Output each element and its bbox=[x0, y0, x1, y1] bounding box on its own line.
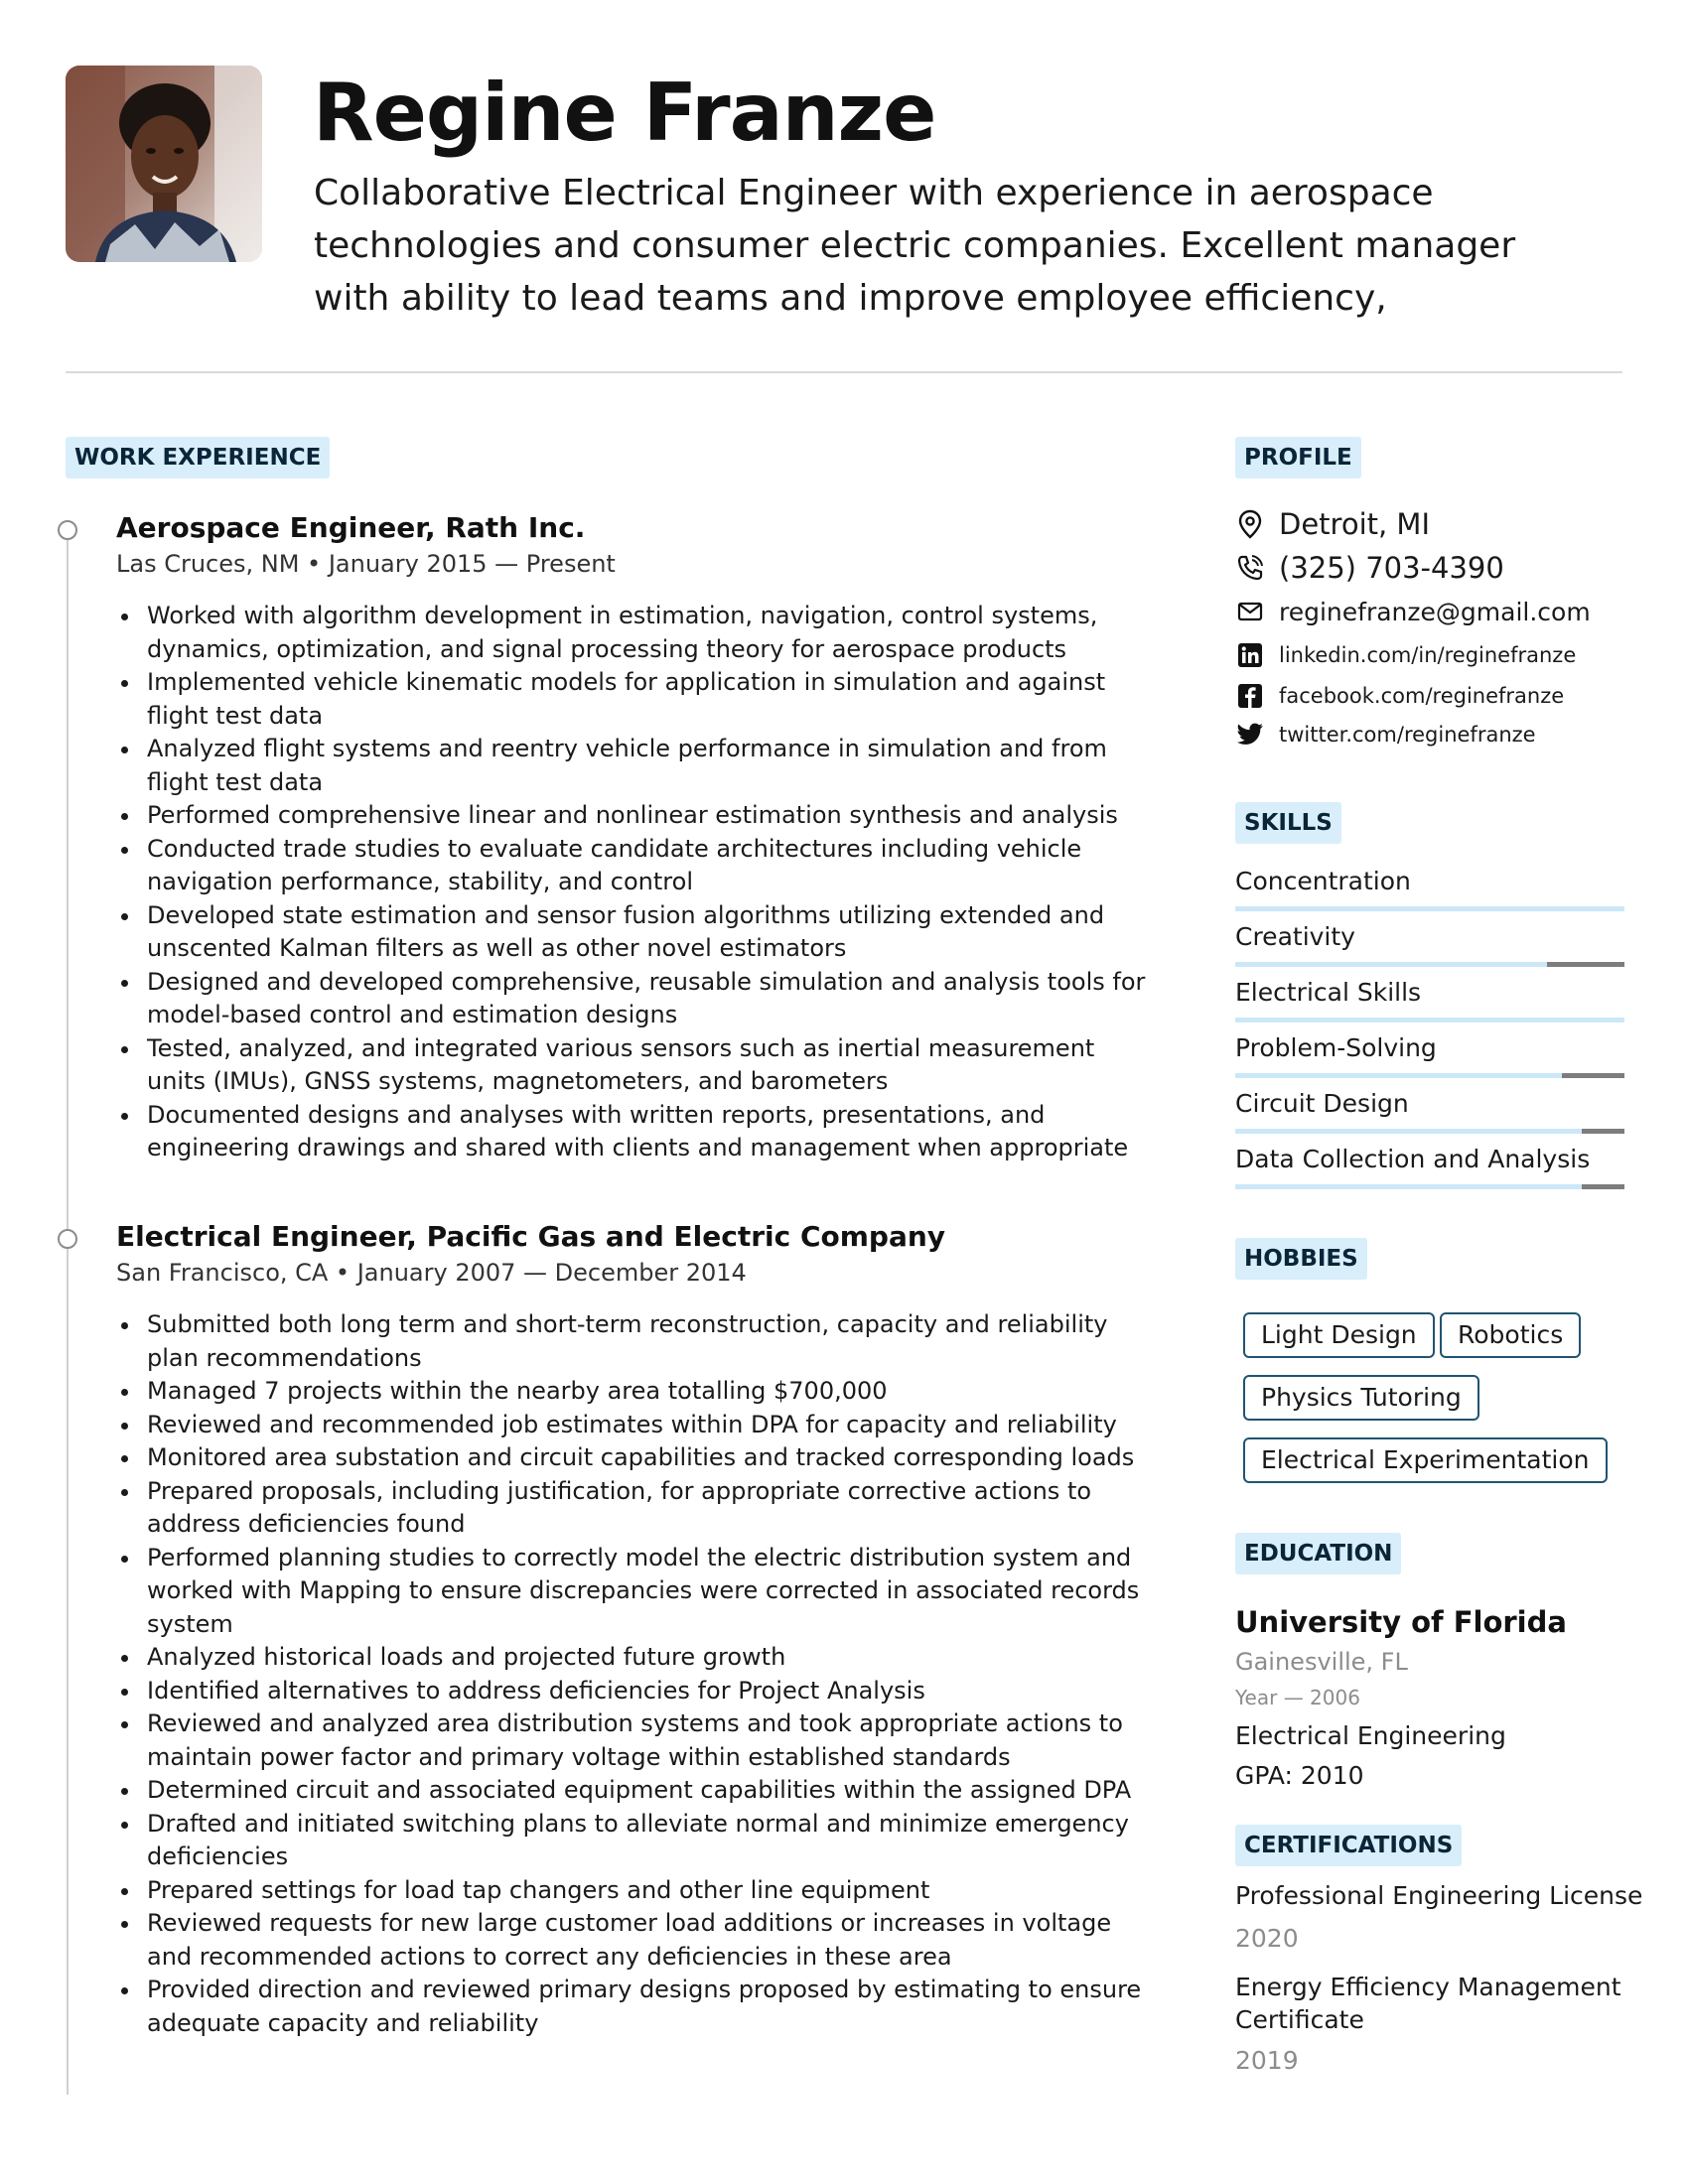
timeline-dot bbox=[58, 520, 77, 540]
job-bullets bbox=[116, 600, 1149, 1165]
job-entry bbox=[116, 1219, 1149, 2040]
section-title-skills: SKILLS bbox=[1235, 802, 1341, 844]
skill-item bbox=[1235, 1031, 1624, 1078]
skill-item bbox=[1235, 1087, 1624, 1134]
skill-level-bar bbox=[1235, 1073, 1624, 1078]
section-title-certifications: CERTIFICATIONS bbox=[1235, 1825, 1462, 1866]
phone-icon bbox=[1235, 553, 1265, 583]
contact-email bbox=[1235, 597, 1591, 626]
skill-name: Electrical Skills bbox=[1235, 978, 1422, 1007]
job-bullet: Designed and developed comprehensive, reusable simulation and analysis tools for model-based control and estimation designs bbox=[116, 966, 1149, 1032]
certification-year: 2020 bbox=[1235, 1924, 1299, 1953]
job-bullet: Drafted and initiated switching plans to alleviate normal and minimize emergency deficiencies bbox=[116, 1808, 1149, 1874]
location-pin-icon bbox=[1235, 509, 1265, 539]
job-meta: San Francisco, CA • January 2007 — December 2014 bbox=[116, 1259, 747, 1287]
hobby-tag: Physics Tutoring bbox=[1243, 1375, 1479, 1421]
hobby-tag: Light Design bbox=[1243, 1312, 1435, 1358]
avatar-illustration bbox=[66, 66, 262, 262]
phone-link[interactable]: (325) 703-4390 bbox=[1279, 551, 1504, 585]
skill-item bbox=[1235, 920, 1624, 967]
job-bullet: Analyzed historical loads and projected future growth bbox=[116, 1641, 1149, 1675]
skill-level-bar bbox=[1235, 1129, 1624, 1134]
skill-item bbox=[1235, 865, 1624, 911]
certification-name: Professional Engineering License bbox=[1235, 1881, 1643, 1910]
skill-name: Circuit Design bbox=[1235, 1089, 1409, 1118]
education-field: Electrical Engineering bbox=[1235, 1721, 1506, 1750]
job-bullet: Performed planning studies to correctly model the electric distribution system and worked with Mapping to ensure discrepancies were corrected in associated records system bbox=[116, 1542, 1149, 1642]
job-bullet: Reviewed and recommended job estimates within DPA for capacity and reliability bbox=[116, 1409, 1149, 1442]
job-meta: Las Cruces, NM • January 2015 — Present bbox=[116, 550, 616, 578]
job-title: Electrical Engineer, Pacific Gas and Electric Company bbox=[116, 1220, 946, 1253]
job-title: Aerospace Engineer, Rath Inc. bbox=[116, 511, 586, 544]
email-link[interactable]: reginefranze@gmail.com bbox=[1279, 597, 1591, 626]
job-bullet: Prepared proposals, including justification, for appropriate corrective actions to address deficiencies found bbox=[116, 1475, 1149, 1542]
skill-level-bar bbox=[1235, 906, 1624, 911]
job-bullet: Developed state estimation and sensor fusion algorithms utilizing extended and unscented Kalman filters as well as other novel estimators bbox=[116, 899, 1149, 966]
job-bullet: Identified alternatives to address deficiencies for Project Analysis bbox=[116, 1675, 1149, 1708]
skill-name: Problem-Solving bbox=[1235, 1033, 1437, 1062]
job-bullet: Analyzed flight systems and reentry vehicle performance in simulation and from flight test data bbox=[116, 733, 1149, 799]
job-bullet: Provided direction and reviewed primary designs proposed by estimating to ensure adequate capacity and reliability bbox=[116, 1974, 1149, 2040]
education-school: University of Florida bbox=[1235, 1605, 1567, 1639]
facebook-icon bbox=[1235, 681, 1265, 711]
timeline-line bbox=[67, 536, 69, 2095]
section-title-profile: PROFILE bbox=[1235, 437, 1361, 478]
section-title-education: EDUCATION bbox=[1235, 1533, 1401, 1574]
skill-item bbox=[1235, 1143, 1624, 1189]
job-bullet: Submitted both long term and short-term reconstruction, capacity and reliability plan recommendations bbox=[116, 1308, 1149, 1375]
twitter-icon bbox=[1235, 720, 1265, 750]
section-title-hobbies: HOBBIES bbox=[1235, 1238, 1367, 1280]
candidate-name: Regine Franze bbox=[313, 67, 936, 159]
job-bullet: Documented designs and analyses with written reports, presentations, and engineering drawings and shared with clients and management when appropriate bbox=[116, 1099, 1149, 1165]
job-bullet: Conducted trade studies to evaluate candidate architectures including vehicle navigation performance, stability, and control bbox=[116, 833, 1149, 899]
mail-icon bbox=[1235, 597, 1265, 626]
twitter-link[interactable]: twitter.com/reginefranze bbox=[1279, 723, 1536, 747]
contact-location bbox=[1235, 507, 1430, 541]
contact-phone bbox=[1235, 551, 1504, 585]
education-gpa: GPA: 2010 bbox=[1235, 1761, 1364, 1790]
job-bullet: Reviewed requests for new large customer load additions or increases in voltage and recommended actions to correct any deficiencies in these area bbox=[116, 1907, 1149, 1974]
skill-name: Creativity bbox=[1235, 922, 1355, 951]
profile-photo bbox=[66, 66, 262, 262]
linkedin-link[interactable]: linkedin.com/in/reginefranze bbox=[1279, 643, 1577, 667]
job-bullet: Determined circuit and associated equipment capabilities within the assigned DPA bbox=[116, 1774, 1149, 1808]
hobby-tag: Electrical Experimentation bbox=[1243, 1437, 1608, 1483]
section-title-work-experience: WORK EXPERIENCE bbox=[66, 437, 330, 478]
skill-item bbox=[1235, 976, 1624, 1023]
timeline-dot bbox=[58, 1229, 77, 1249]
job-bullet: Monitored area substation and circuit capabilities and tracked corresponding loads bbox=[116, 1441, 1149, 1475]
certification-name: Energy Efficiency Management Certificate bbox=[1235, 1973, 1621, 2034]
skill-name: Data Collection and Analysis bbox=[1235, 1145, 1591, 1173]
job-bullet: Implemented vehicle kinematic models for application in simulation and against flight test data bbox=[116, 666, 1149, 733]
certification-year: 2019 bbox=[1235, 2046, 1299, 2075]
job-entry bbox=[116, 510, 1149, 1165]
resume-header bbox=[66, 64, 1622, 373]
job-bullet: Performed comprehensive linear and nonlinear estimation synthesis and analysis bbox=[116, 799, 1149, 833]
location-text: Detroit, MI bbox=[1279, 507, 1431, 541]
contact-linkedin bbox=[1235, 640, 1576, 670]
facebook-link[interactable]: facebook.com/reginefranze bbox=[1279, 684, 1565, 708]
job-bullet: Prepared settings for load tap changers and other line equipment bbox=[116, 1874, 1149, 1908]
contact-twitter bbox=[1235, 720, 1536, 750]
job-bullet: Reviewed and analyzed area distribution systems and took appropriate actions to maintain power factor and primary voltage within established standards bbox=[116, 1707, 1149, 1774]
job-bullets bbox=[116, 1308, 1149, 2040]
education-year: Year — 2006 bbox=[1235, 1686, 1360, 1709]
job-bullet: Tested, analyzed, and integrated various sensors such as inertial measurement units (IMUs), GNSS systems, magnetometers, and barometers bbox=[116, 1032, 1149, 1099]
job-bullet: Worked with algorithm development in estimation, navigation, control systems, dynamics, optimization, and signal processing theory for aerospace products bbox=[116, 600, 1149, 666]
professional-summary: Collaborative Electrical Engineer with experience in aerospace technologies and consumer electric companies. Excellent manager with ability to lead teams and improve employee efficiency, bbox=[314, 173, 1516, 319]
skill-name: Concentration bbox=[1235, 867, 1411, 895]
contact-facebook bbox=[1235, 681, 1564, 711]
skill-level-bar bbox=[1235, 962, 1624, 967]
education-location: Gainesville, FL bbox=[1235, 1648, 1408, 1676]
skill-level-bar bbox=[1235, 1018, 1624, 1023]
linkedin-icon bbox=[1235, 640, 1265, 670]
job-bullet: Managed 7 projects within the nearby area totalling $700,000 bbox=[116, 1375, 1149, 1409]
hobby-tag: Robotics bbox=[1440, 1312, 1581, 1358]
skill-level-bar bbox=[1235, 1184, 1624, 1189]
